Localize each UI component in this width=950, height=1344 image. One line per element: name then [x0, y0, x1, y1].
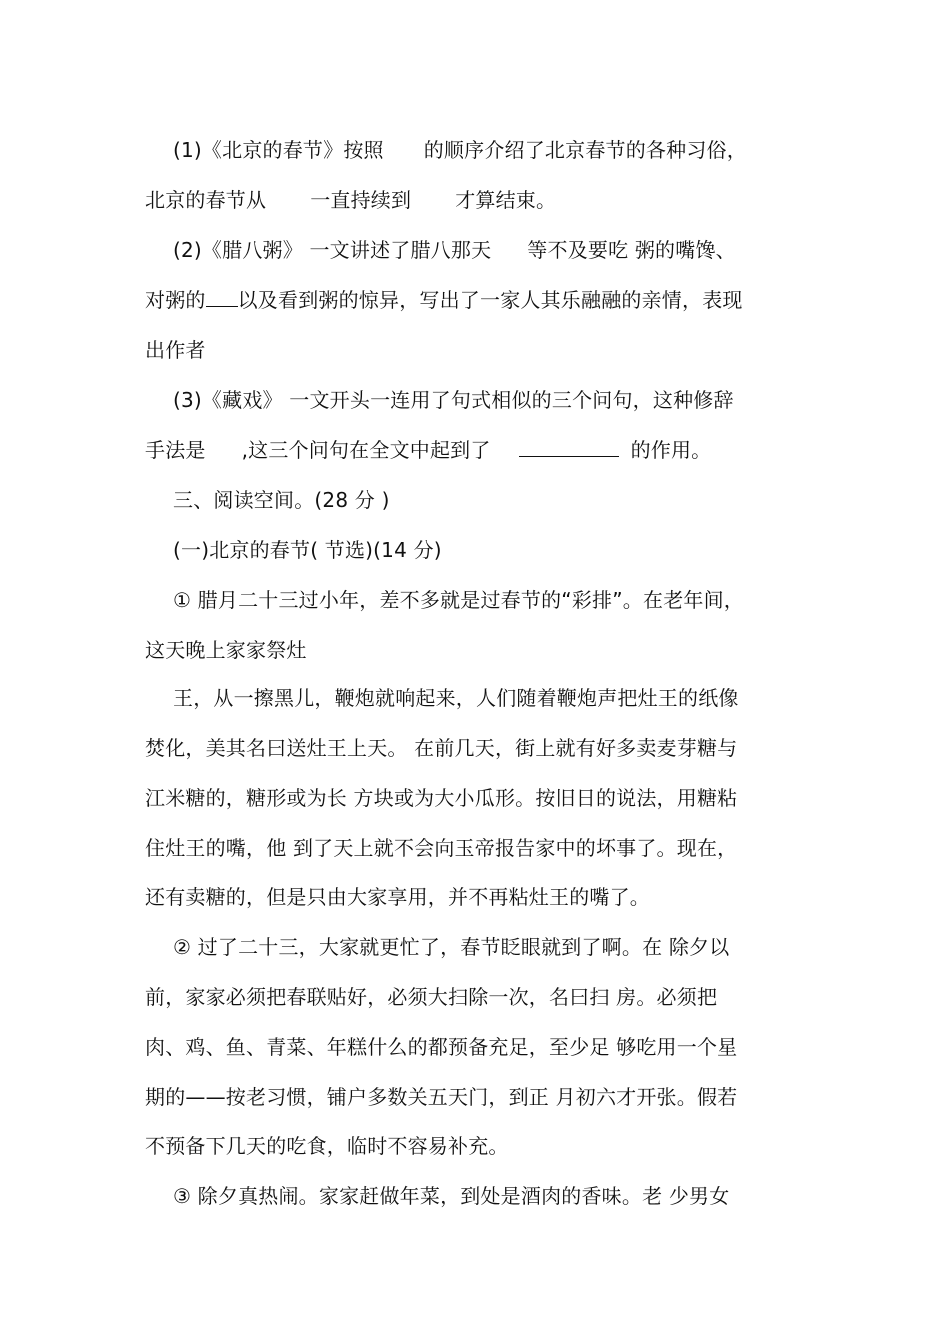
question-3-line-1 — [173, 386, 815, 414]
question-3-text: 的作用。 — [630, 438, 712, 462]
question-3-text: (3)《藏戏》 一文开头一连用了句式相似的三个问句，这种修辞 — [173, 388, 734, 412]
passage-line: 江米糖的，糖形或为长 方块或为大小瓜形。按旧日的说法，用糖粘 — [145, 786, 738, 810]
passage-line: 不预备下几天的吃食，临时不容易补充。 — [145, 1134, 509, 1158]
question-1-line-2 — [145, 186, 815, 214]
answer-blank — [519, 438, 619, 457]
passage-line: 肉、鸡、鱼、青菜、年糕什么的都预备充足，至少足 够吃用一个星 — [145, 1035, 738, 1059]
passage-line: 住灶王的嘴，他 到了天上就不会向玉帝报告家中的坏事了。现在， — [145, 836, 738, 860]
passage-line: ① 腊月二十三过小年，差不多就是过春节的“彩排”。在老年间， — [173, 588, 745, 612]
passage-line: ② 过了二十三，大家就更忙了，春节眨眼就到了啊。在 除夕以 — [173, 935, 730, 959]
question-3-text: ,这三个问句在全文中起到了 — [241, 438, 491, 462]
question-2-text: 出作者 — [145, 338, 206, 362]
question-1-line-1 — [173, 136, 815, 164]
question-1-text: 的顺序介绍了北京春节的各种习俗， — [423, 138, 747, 162]
question-3-text: 手法是 — [145, 438, 206, 462]
question-2-text: 等不及要吃 粥的嘴馋、 — [527, 238, 736, 262]
question-1-text: (1)《北京的春节》按照 — [173, 138, 384, 162]
passage-line: 焚化，美其名曰送灶王上天。 在前几天，街上就有好多卖麦芽糖与 — [145, 736, 738, 760]
question-3-line-2 — [145, 436, 815, 464]
passage-line: ③ 除夕真热闹。家家赶做年菜，到处是酒肉的香味。老 少男女 — [173, 1184, 730, 1208]
question-1-text: 一直持续到 — [310, 188, 412, 212]
question-1-text: 才算结束。 — [455, 188, 557, 212]
answer-blank — [206, 288, 238, 307]
question-2-text: 对粥的 — [145, 288, 206, 312]
passage-line: 还有卖糖的，但是只由大家享用，并不再粘灶王的嘴了。 — [145, 885, 650, 909]
passage-line: 期的——按老习惯，铺户多数关五天门，到正 月初六才开张。假若 — [145, 1085, 738, 1109]
section-heading: 三、阅读空间。(28 分 ) — [173, 488, 390, 512]
question-2-text: 以及看到粥的惊异，写出了一家人其乐融融的亲情，表现 — [237, 288, 743, 312]
question-2-line-3 — [145, 336, 815, 364]
question-2-line-2 — [145, 286, 815, 314]
passage-line: 王，从一擦黑儿，鞭炮就响起来，人们随着鞭炮声把灶王的纸像 — [173, 686, 739, 710]
passage-line: 这天晚上家家祭灶 — [145, 638, 307, 662]
question-2-text: (2)《腊八粥》 一文讲述了腊八那天 — [173, 238, 492, 262]
passage-line: 前，家家必须把春联贴好，必须大扫除一次，名曰扫 房。必须把 — [145, 985, 718, 1009]
question-1-text: 北京的春节从 — [145, 188, 267, 212]
question-2-line-1 — [173, 236, 815, 264]
passage-title: (一)北京的春节( 节选)(14 分) — [173, 538, 442, 562]
